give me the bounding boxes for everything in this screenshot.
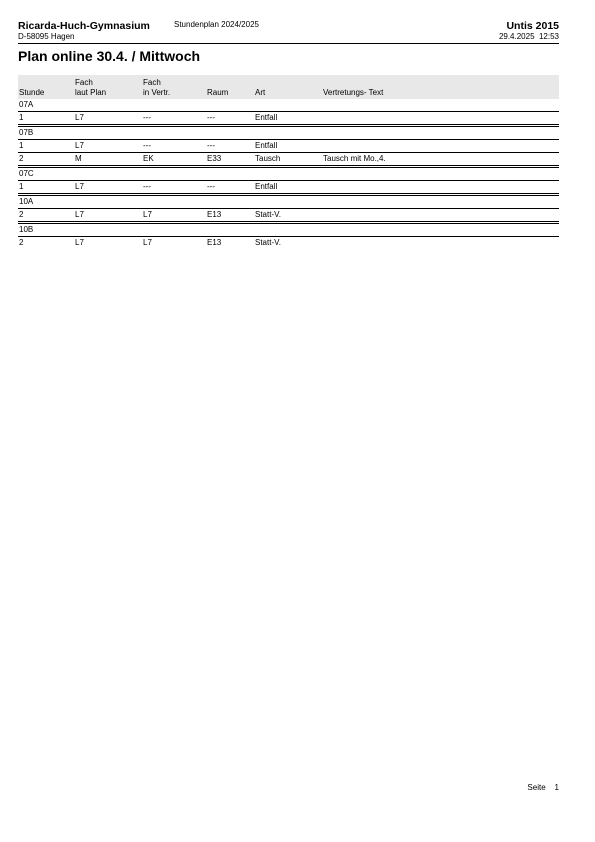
cell-raum: E13 bbox=[206, 209, 254, 223]
cell-stunde: 1 bbox=[18, 181, 74, 195]
table-row bbox=[18, 237, 559, 250]
cell-fach-plan: L7 bbox=[74, 209, 142, 223]
cell-fach-vertr: L7 bbox=[142, 237, 206, 250]
table-row bbox=[18, 140, 559, 153]
cell-stunde: 2 bbox=[18, 153, 74, 167]
cell-stunde: 1 bbox=[18, 140, 74, 153]
col-header-art: Art bbox=[254, 75, 322, 99]
table-body bbox=[18, 99, 559, 249]
cell-text bbox=[322, 181, 559, 195]
software-name: Untis 2015 bbox=[506, 20, 559, 32]
cell-text: Tausch mit Mo.,4. bbox=[322, 153, 559, 167]
page-title: Plan online 30.4. / Mittwoch bbox=[18, 48, 201, 64]
cell-fach-vertr: --- bbox=[142, 140, 206, 153]
page-label: Seite bbox=[527, 783, 546, 792]
cell-fach-vertr: EK bbox=[142, 153, 206, 167]
cell-fach-vertr: --- bbox=[142, 181, 206, 195]
cell-raum: --- bbox=[206, 140, 254, 153]
substitution-table bbox=[18, 75, 559, 249]
class-row bbox=[18, 223, 559, 237]
class-name: 10B bbox=[18, 223, 559, 237]
col-header-stunde: Stunde bbox=[18, 75, 74, 99]
cell-stunde: 1 bbox=[18, 112, 74, 126]
class-name: 07B bbox=[18, 126, 559, 140]
cell-fach-vertr: L7 bbox=[142, 209, 206, 223]
cell-fach-plan: L7 bbox=[74, 237, 142, 250]
table-row bbox=[18, 112, 559, 126]
col-header-fach-plan: Fach laut Plan bbox=[74, 75, 142, 99]
header-divider bbox=[18, 43, 559, 44]
cell-stunde: 2 bbox=[18, 237, 74, 250]
class-name: 07C bbox=[18, 167, 559, 181]
cell-text bbox=[322, 237, 559, 250]
cell-art: Statt-V. bbox=[254, 237, 322, 250]
print-datetime: 29.4.2025 12:53 bbox=[498, 32, 559, 41]
cell-fach-plan: L7 bbox=[74, 140, 142, 153]
cell-art: Entfall bbox=[254, 112, 322, 126]
col-header-fach-vertr: Fach in Vertr. bbox=[142, 75, 206, 99]
class-name: 07A bbox=[19, 100, 34, 109]
cell-art: Entfall bbox=[254, 181, 322, 195]
plan-year: Stundenplan 2024/2025 bbox=[174, 20, 259, 29]
table-row bbox=[18, 153, 559, 167]
page-footer bbox=[527, 783, 559, 792]
page-number: 1 bbox=[554, 783, 559, 792]
cell-text bbox=[322, 209, 559, 223]
class-name: 10A bbox=[18, 195, 559, 209]
cell-fach-plan: L7 bbox=[74, 112, 142, 126]
cell-text bbox=[322, 140, 559, 153]
cell-raum: --- bbox=[206, 112, 254, 126]
cell-fach-plan: M bbox=[74, 153, 142, 167]
table-row bbox=[18, 209, 559, 223]
school-name: Ricarda-Huch-Gymnasium bbox=[18, 20, 150, 32]
table-row bbox=[18, 181, 559, 195]
cell-art: Entfall bbox=[254, 140, 322, 153]
cell-stunde: 2 bbox=[18, 209, 74, 223]
class-row bbox=[18, 126, 559, 140]
table-header-row bbox=[18, 75, 559, 99]
cell-raum: E13 bbox=[206, 237, 254, 250]
school-address: D-58095 Hagen bbox=[18, 32, 75, 41]
cell-fach-vertr: --- bbox=[142, 112, 206, 126]
class-row bbox=[18, 195, 559, 209]
cell-fach-plan: L7 bbox=[74, 181, 142, 195]
col-header-raum: Raum bbox=[206, 75, 254, 99]
cell-raum: E33 bbox=[206, 153, 254, 167]
cell-art: Statt-V. bbox=[254, 209, 322, 223]
class-row bbox=[18, 99, 559, 112]
cell-text bbox=[322, 112, 559, 126]
cell-art: Tausch bbox=[254, 153, 322, 167]
class-row bbox=[18, 167, 559, 181]
cell-raum: --- bbox=[206, 181, 254, 195]
col-header-text: Vertretungs- Text bbox=[322, 75, 559, 99]
